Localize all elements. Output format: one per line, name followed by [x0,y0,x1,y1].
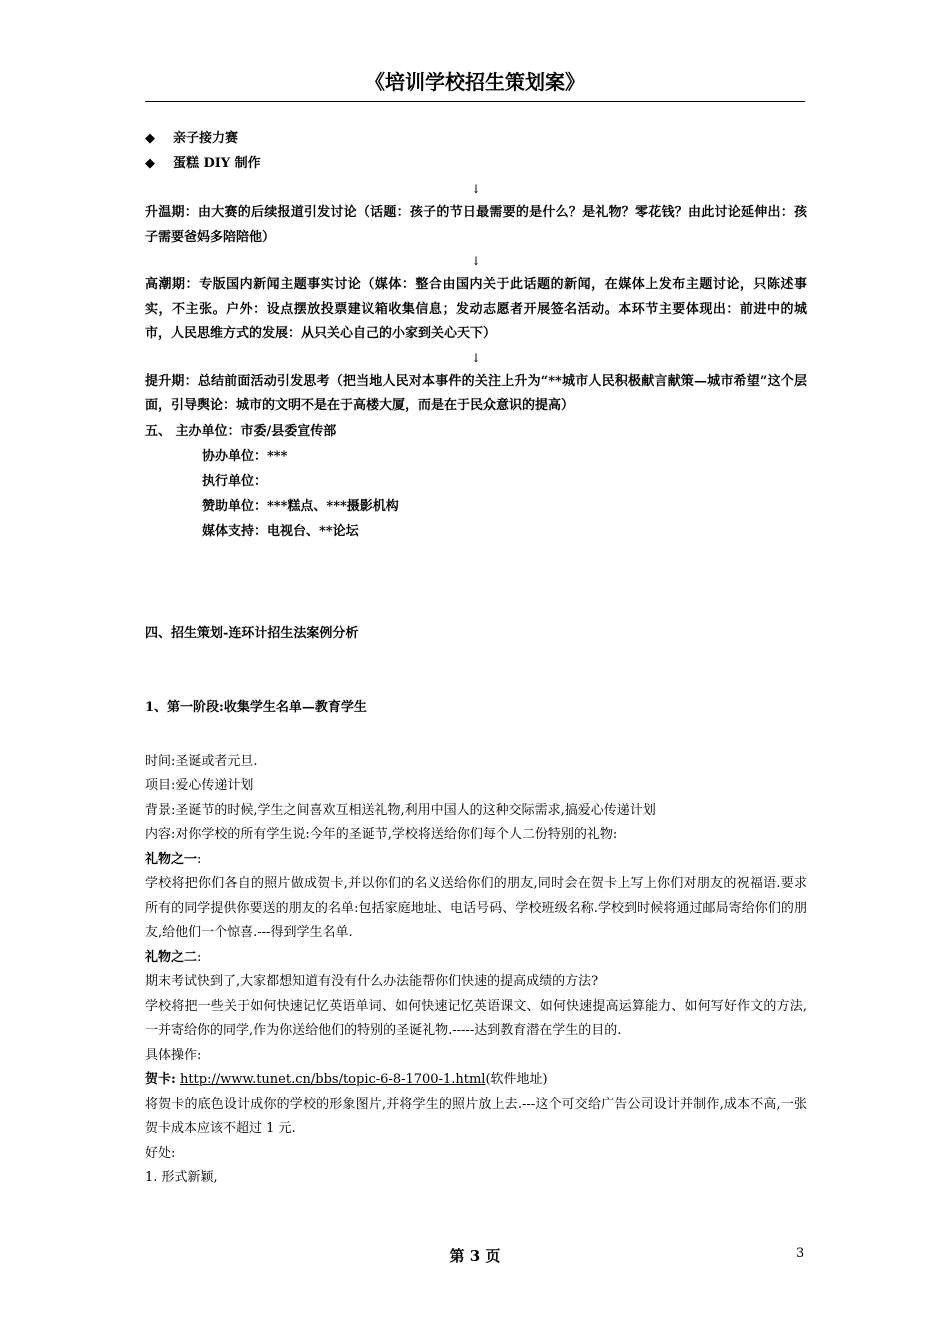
card-line [145,1068,807,1093]
phase-warmup: 升温期：由大赛的后续报道引发讨论（话题：孩子的节日最需要的是什么？是礼物？零花钱？由此讨论延伸出：孩子需要爸妈多陪陪他） [145,205,807,245]
organizer-co: 协办单位：*** [202,448,288,464]
list-item-text: 蛋糕 DIY 制作 [173,156,261,171]
gift1-text: 学校将把你们各自的照片做成贺卡,并以你们的名义送给你们的朋友,同时会在贺卡上写上你们对朋友的祝福语.要求所有的同学提供你要送的朋友的名单:包括家庭地址、电话号码、学校班级名称.学校到时候将通过邮局寄给你们的朋友,给他们一个惊喜.---得到学生名单. [145,876,807,940]
software-link[interactable]: http://www.tunet.cn/bbs/topic-6-8-1700-1.html [179,1072,486,1087]
gift2-text: 学校将把一些关于如何快速记忆英语单词、如何快速记忆英语课文、如何快速提高运算能力、如何写好作文的方法,一并寄给你的同学,作为你送给他们的特别的圣诞礼物.-----达到教育潜在学生的目的. [145,998,807,1038]
stage-heading: 1、第一阶段:收集学生名单—教育学生 [145,699,367,715]
organizer-exec: 执行单位： [202,473,268,489]
spacer [145,544,807,622]
page-label: 第 3 页 [449,1247,501,1265]
gift2-colon: : [197,949,202,965]
spacer [145,646,807,696]
section-heading: 四、招生策划-连环计招生法案例分析 [145,625,359,641]
card-label: 贺卡: [145,1072,176,1087]
list-item-text: 亲子接力赛 [173,131,239,146]
down-arrow-icon: ↓ [470,182,482,196]
spacer [145,720,807,750]
page-number: 3 [796,1246,805,1261]
detail-project: 项目:爱心传递计划 [145,778,254,793]
list-item [145,151,807,176]
gift1-heading [145,848,807,873]
header-divider [145,101,805,102]
gift1-colon: : [197,851,202,867]
list-item [145,126,807,151]
benefit-item: 1. 形式新颖, [145,1170,218,1185]
detail-content: 内容:对你学校的所有学生说:今年的圣诞节,学校将送给你们每个人二份特别的礼物: [145,827,618,842]
down-arrow-icon: ↓ [470,254,482,268]
detail-background: 背景:圣诞节的时候,学生之间喜欢互相送礼物,利用中国人的这种交际需求,搞爱心传递计划 [145,802,656,818]
gift2-heading [145,946,807,971]
card-note: (软件地址) [485,1072,548,1087]
diamond-bullet-icon: ◆ [145,131,155,146]
gift2-intro: 期末考试快到了,大家都想知道有没有什么办法能帮你们快速的提高成绩的方法? [145,974,599,989]
organizer-media: 媒体支持：电视台、**论坛 [202,523,359,539]
document-title: 《培训学校招生策划案》 [365,70,585,94]
detail-time: 时间:圣诞或者元旦. [145,753,258,769]
phase-elevation: 提升期：总结前面活动引发思考（把当地人民对本事件的关注上升为“**城市人民积极献言献策—城市希望”这个层面，引导舆论：城市的文明不是在于高楼大厦，而是在于民众意识的提高） [145,373,807,413]
organizer-host: 五、 主办单位：市委/县委宣传部 [145,423,337,439]
benefit-label: 好处: [145,1145,176,1161]
card-text: 将贺卡的底色设计成你的学校的形象图片,并将学生的照片放上去.---这个可交给广告公司设计并制作,成本不高,一张贺卡成本应该不超过 1 元. [145,1096,807,1136]
gift2-label: 礼物之二 [145,949,198,965]
phase-climax: 高潮期：专版国内新闻主题事实讨论（媒体：整合由国内关于此话题的新闻，在媒体上发布主题讨论，只陈述事实，不主张。户外：设点摆放投票建议箱收集信息；发动志愿者开展签名活动。本环节主要体现出：前进中的城市，人民思维方式的发展：从只关心自己的小家到关心天下） [145,277,807,341]
operations-label: 具体操作: [145,1047,202,1063]
organizer-sponsor: 赞助单位：***糕点、***摄影机构 [202,498,399,514]
page-content [145,126,807,1191]
gift1-label: 礼物之一 [145,851,198,867]
diamond-bullet-icon: ◆ [145,156,155,171]
down-arrow-icon: ↓ [470,350,482,365]
